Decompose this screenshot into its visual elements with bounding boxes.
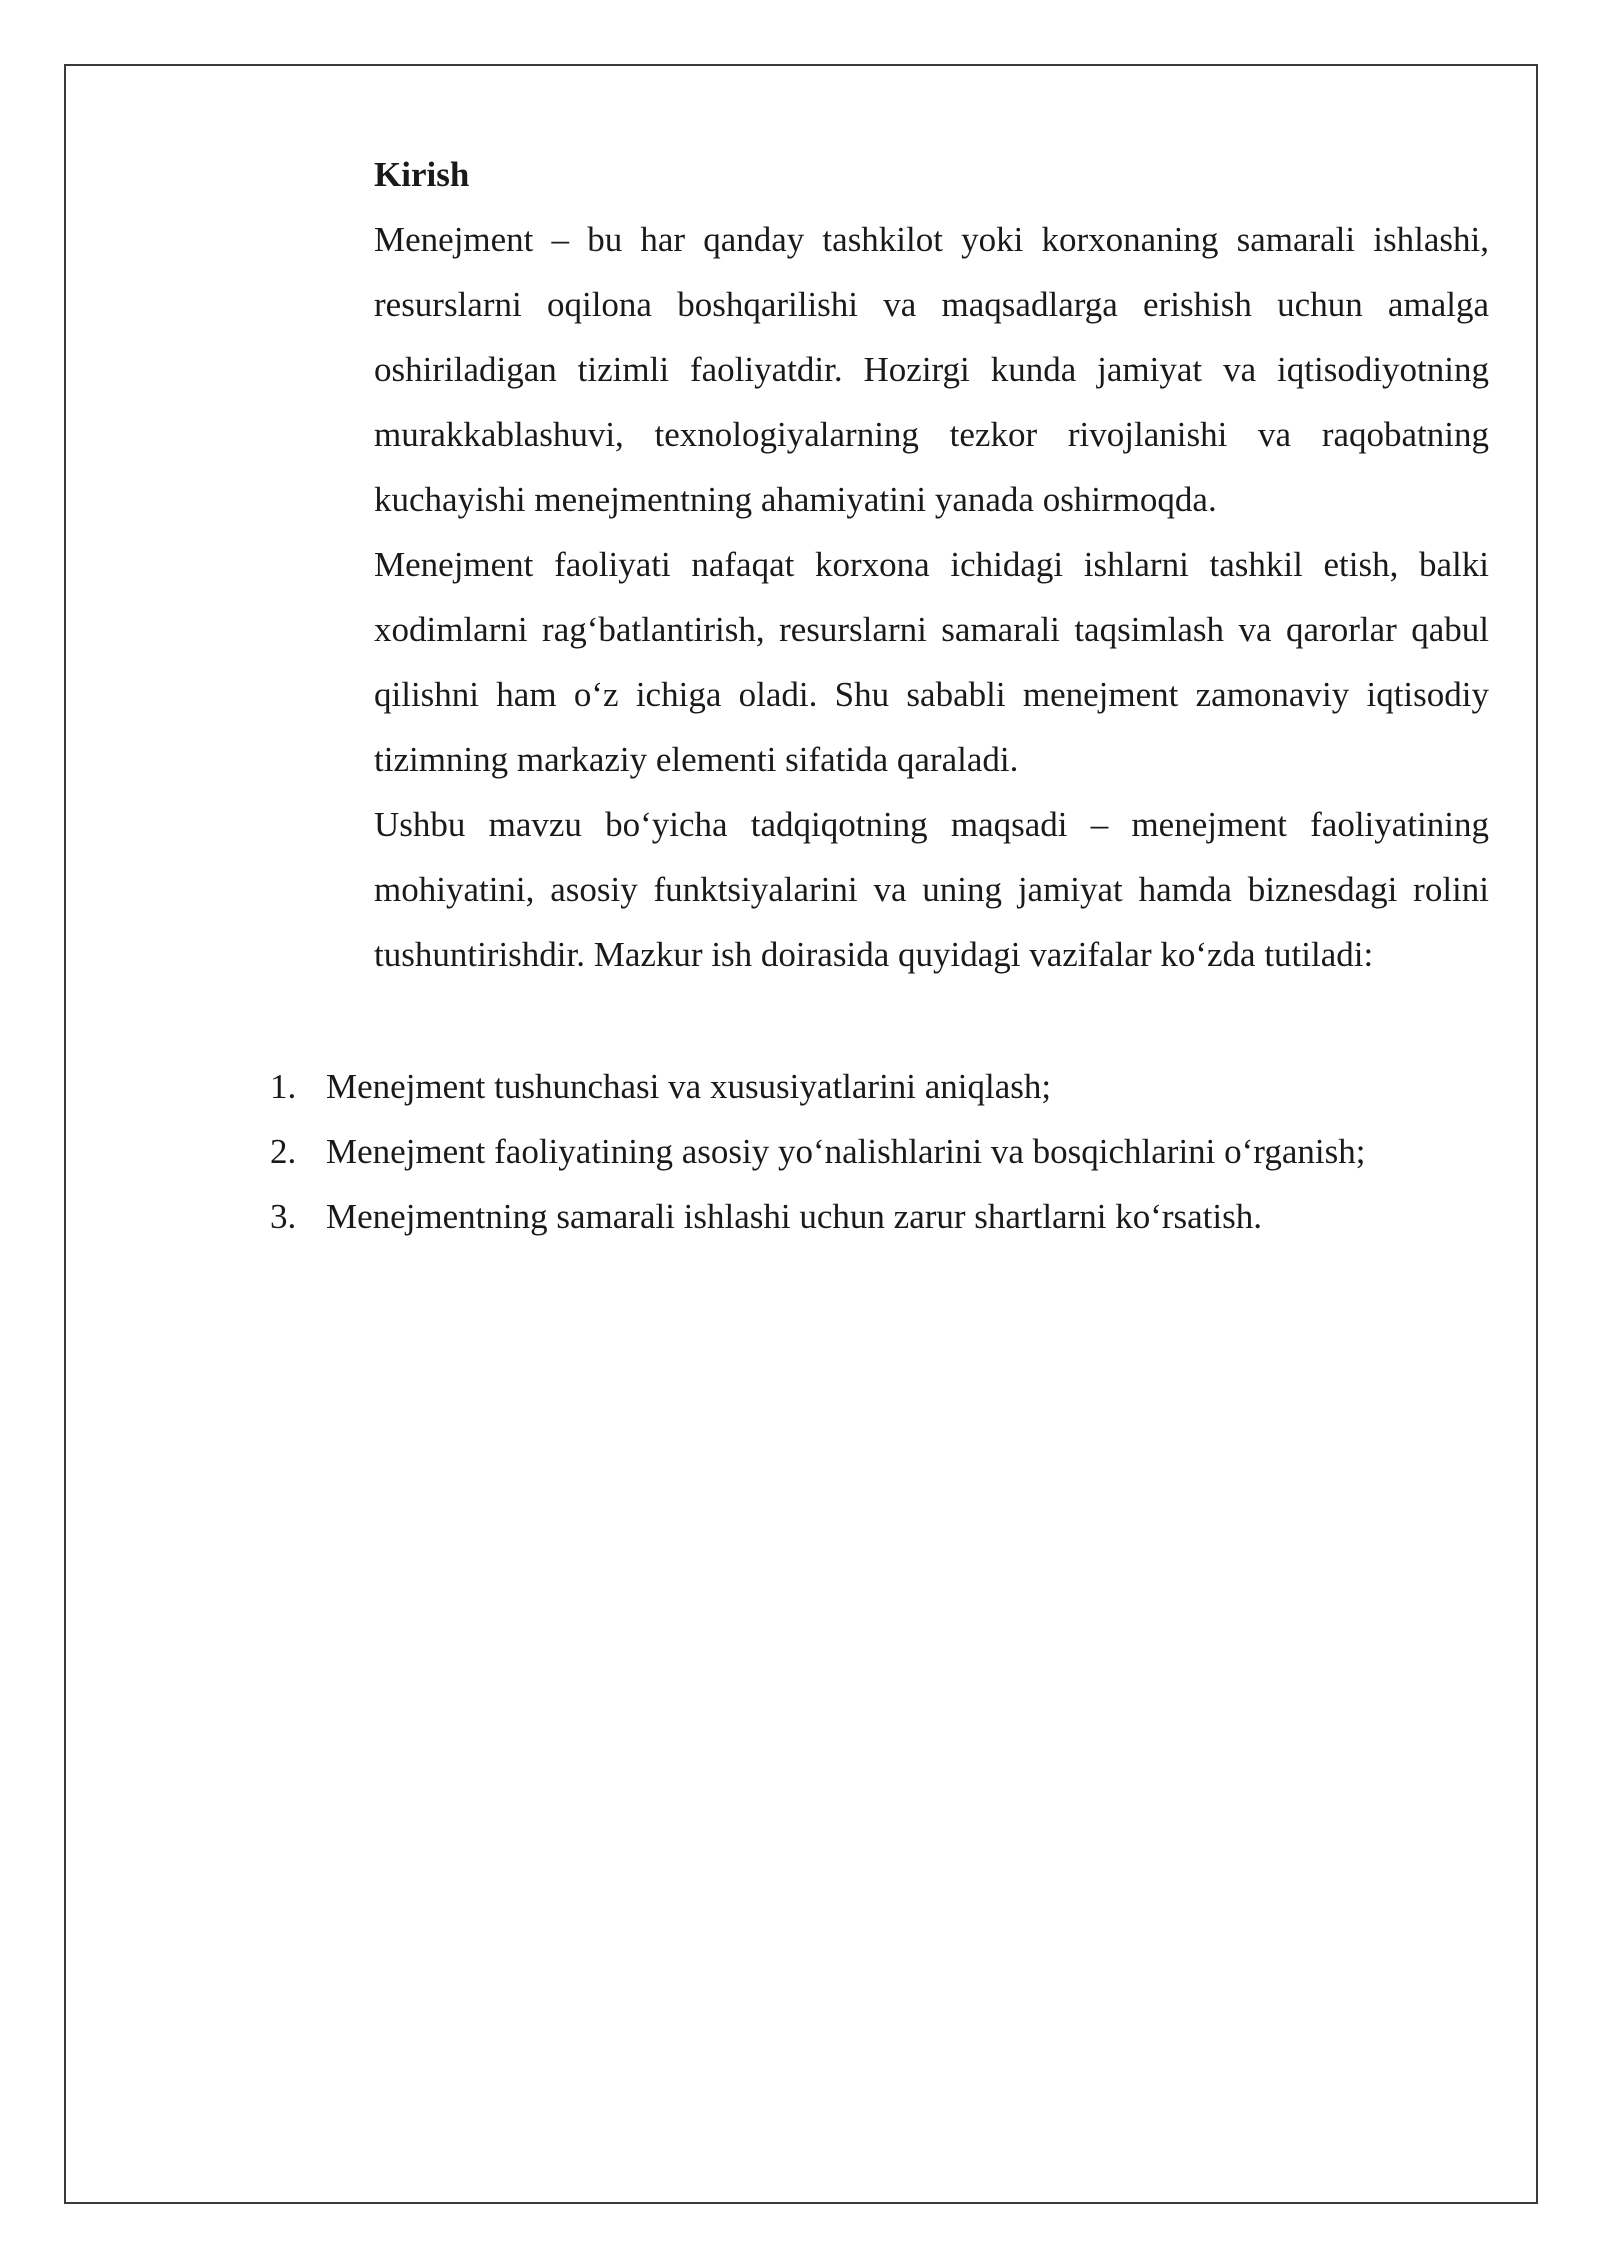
task-list (270, 1054, 1490, 1249)
list-item-text: Menejmentning samarali ishlashi uchun zarur shartlarni ko‘rsatish. (326, 1197, 1262, 1236)
list-item-text: Menejment tushunchasi va xususiyatlarini aniqlash; (326, 1067, 1052, 1106)
list-item (270, 1184, 1490, 1249)
section-heading: Kirish (374, 155, 470, 194)
paragraph-3: Ushbu mavzu bo‘yicha tadqiqotning maqsadi – menejment faoliyatining mohiyatini, asosiy funktsiyalarini va uning jamiyat hamda biznesdagi rolini tushuntirishdir. Mazkur ish doirasida quyidagi vazifalar ko‘zda tutiladi: (374, 805, 1489, 974)
list-item-number: 2. (270, 1132, 297, 1171)
list-item-text: Menejment faoliyatining asosiy yo‘nalishlarini va bosqichlarini o‘rganish; (326, 1132, 1366, 1171)
paragraph-1: Menejment – bu har qanday tashkilot yoki korxonaning samarali ishlashi, resurslarni oqilona boshqarilishi va maqsadlarga erishish uchun amalga oshiriladigan tizimli faoliyatdir. Hozirgi kunda jamiyat va iqtisodiyotning murakkablashuvi, texnologiyalarning tezkor rivojlanishi va raqobatning kuchayishi menejmentning ahamiyatini yanada oshirmoqda. (374, 220, 1489, 519)
list-item-number: 1. (270, 1067, 297, 1106)
paragraph-2: Menejment faoliyati nafaqat korxona ichidagi ishlarni tashkil etish, balki xodimlarni rag‘batlantirish, resurslarni samarali taqsimlash va qarorlar qabul qilishni ham o‘z ichiga oladi. Shu sababli menejment zamonaviy iqtisodiy tizimning markaziy elementi sifatida qaraladi. (374, 545, 1489, 779)
list-item (270, 1054, 1490, 1119)
list-item-number: 3. (270, 1197, 297, 1236)
document-body (374, 142, 1489, 987)
list-item (270, 1119, 1490, 1184)
